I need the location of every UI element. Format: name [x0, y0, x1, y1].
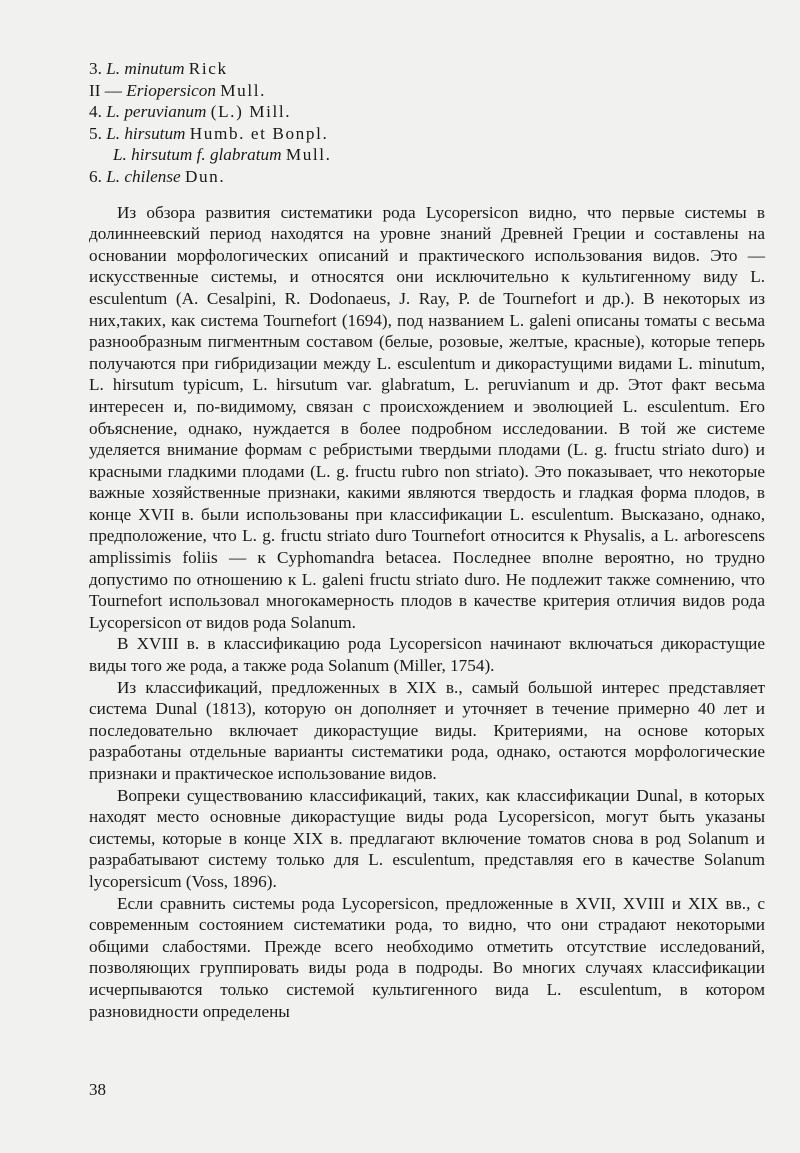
taxon-author: (L.) Mill.	[210, 102, 292, 122]
taxon-name: L. minutum	[106, 59, 185, 78]
paragraph-overview: Из обзора развития систематики рода Lycopersicon видно, что первые системы в долиннеевский период находятся на уровне знаний Древней Греции и составлены на основании морфологических описаний и практического использования видов. Это — искусственные системы, и относятся они исключительно к культигенному виду L. esculentum (A. Cesalpini, R. Dodonaeus, J. Ray, P. de Tournefort и др.). В некоторых из них,таких, как система Tournefort (1694), под названием L. galeni описаны томаты с весьма разнообразным пигментным составом (белые, розовые, желтые, красные), которые теперь получаются при гибридизации между L. esculentum и дикорастущими видами L. minutum, L. hirsutum typicum, L. hirsutum var. glabratum, L. peruvianum и др. Этот факт весьма интересен и, по-видимому, связан с происхождением и эволюцией L. esculentum. Его объяснение, однако, нуждается в более подробном исследовании. В той же системе уделяется внимание формам с ребристыми твердыми плодами (L. g. fructu striato duro) и красными гладкими плодами (L. g. fructu rubro non striato). Это показывает, что некоторые важные хозяйственные признаки, какими являются твердость и гладкая форма плодов, в конце XVII в. были использованы при классификации L. esculentum. Высказано, однако, предположение, что L. g. fructu striato duro Tournefort относится к Physalis, а L. arborescens amplissimis foliis — к Cyphomandra betacea. Последнее вполне вероятно, но трудно допустимо по отношению к L. galeni fructu striato duro. Не подлежит также сомнению, что Tournefort использовал многокамерность плодов в качестве критерия отличия видов рода Lycopersicon от видов рода Solanum.	[89, 202, 765, 632]
list-item	[89, 80, 765, 102]
taxon-name: L. hirsutum f. glabratum	[113, 145, 282, 165]
item-number: 6.	[89, 166, 102, 186]
item-number: 3.	[89, 59, 102, 78]
list-item	[89, 166, 765, 188]
item-number: II —	[89, 80, 122, 100]
list-item	[89, 144, 765, 166]
page-number: 38	[89, 1080, 106, 1099]
item-number: 5.	[89, 123, 102, 143]
paragraph-dunal: Вопреки существованию классификаций, таких, как классификации Dunal, в которых находят место основные дикорастущие виды рода Lycopersicon, могут быть указаны системы, которые в конце XIX в. предлагают включение томатов снова в род Solanum и разрабатывают систему только для L. esculentum, представляя его в качестве Solanum lycopersicum (Voss, 1896).	[89, 785, 765, 891]
paragraph-xix-century: Из классификаций, предложенных в XIX в., самый большой интерес представляет система Dunal (1813), которую он дополняет и уточняет в течение примерно 40 лет и последовательно включает дикорастущие виды. Критериями, на основе которых разработаны отдельные варианты систематики рода, однако, остаются морфологические признаки и практическое использование видов.	[89, 677, 765, 783]
list-item	[89, 123, 765, 145]
taxon-name: L. chilense	[106, 166, 181, 186]
taxon-author: Mull.	[220, 80, 267, 100]
taxon-name: Eriopersicon	[126, 80, 216, 100]
taxon-author: Humb. et Bonpl.	[189, 123, 329, 143]
taxon-author: Rick	[188, 59, 228, 78]
paragraph-xviii-century: В XVIII в. в классификацию рода Lycopersicon начинают включаться дикорастущие виды того же рода, а также рода Solanum (Miller, 1754).	[89, 634, 765, 676]
list-item	[89, 101, 765, 123]
item-number: 4.	[89, 102, 102, 122]
taxon-name: L. hirsutum	[106, 123, 186, 143]
taxon-author: Dun.	[184, 166, 226, 186]
taxon-author: Mull.	[285, 145, 332, 165]
taxon-name: L. peruvianum	[106, 102, 207, 122]
page-body	[89, 58, 765, 1022]
paragraph-comparison: Если сравнить системы рода Lycopersicon, предложенные в XVII, XVIII и XIX вв., с современным состоянием систематики рода, то видно, что они страдают некоторыми общими слабостями. Прежде всего необходимо отметить отсутствие исследований, позволяющих группировать виды рода в подроды. Во многих случаях классификации исчерпываются только системой культигенного вида L. esculentum, в котором разновидности определены	[89, 893, 765, 1021]
species-list	[89, 58, 765, 188]
list-item	[89, 58, 765, 80]
